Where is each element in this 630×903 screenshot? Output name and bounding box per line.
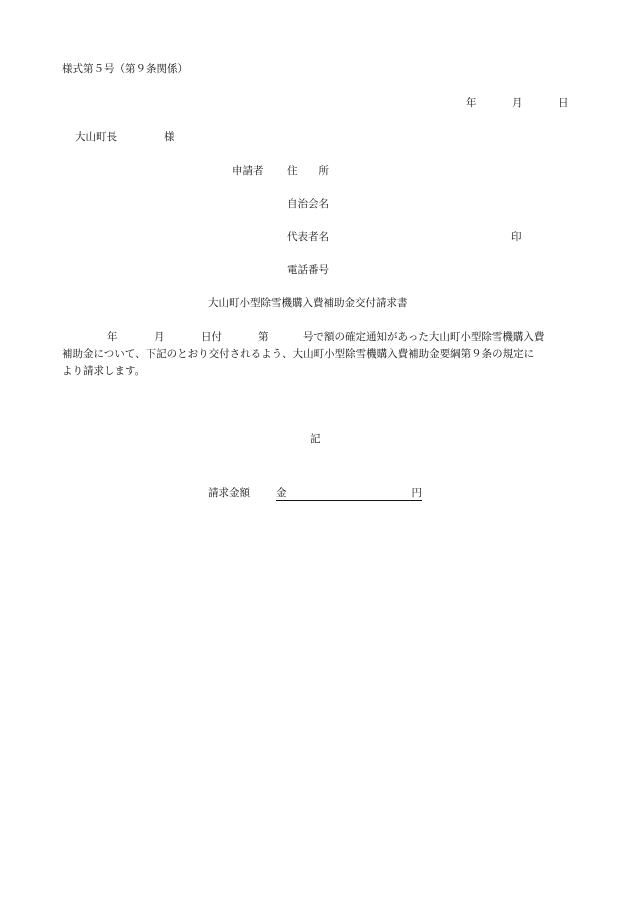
date-month: 月 <box>512 97 523 109</box>
body-line-1-segment: 年 <box>107 331 118 343</box>
claim-amount-field <box>276 486 422 505</box>
body-line-1-segment: 月 <box>154 331 165 343</box>
ki-heading: 記 <box>310 433 321 445</box>
form-number: 様式第５号（第９条関係） <box>62 63 188 75</box>
body-line-1 <box>0 330 630 344</box>
body-line-1-segment: 第 <box>258 331 269 343</box>
addressee-honorific: 様 <box>164 131 175 143</box>
seal-mark: 印 <box>511 231 522 243</box>
claim-suffix: 円 <box>411 487 422 499</box>
body-line-1-segment: 日付 <box>201 331 222 343</box>
body-line-2: 補助金について、下記のとおり交付されるよう、大山町小型除雪機購入費補助金要綱第９条の規定に <box>62 348 535 360</box>
claim-amount-label: 請求金額 <box>208 487 250 499</box>
body-line-1-segment: 号で額の確定通知があった大山町小型除雪機購入費 <box>303 331 545 343</box>
applicant-label: 申請者 <box>232 165 264 177</box>
representative-label: 代表者名 <box>287 231 329 243</box>
claim-prefix: 金 <box>276 487 287 499</box>
phone-label: 電話番号 <box>287 264 329 276</box>
date-day: 日 <box>558 97 569 109</box>
document-title: 大山町小型除雪機購入費補助金交付請求書 <box>208 297 408 309</box>
address-label: 住 所 <box>287 165 329 177</box>
association-label: 自治会名 <box>287 198 329 210</box>
body-line-3: より請求します。 <box>62 365 146 377</box>
date-year: 年 <box>466 97 477 109</box>
addressee-mayor: 大山町長 <box>75 131 117 143</box>
